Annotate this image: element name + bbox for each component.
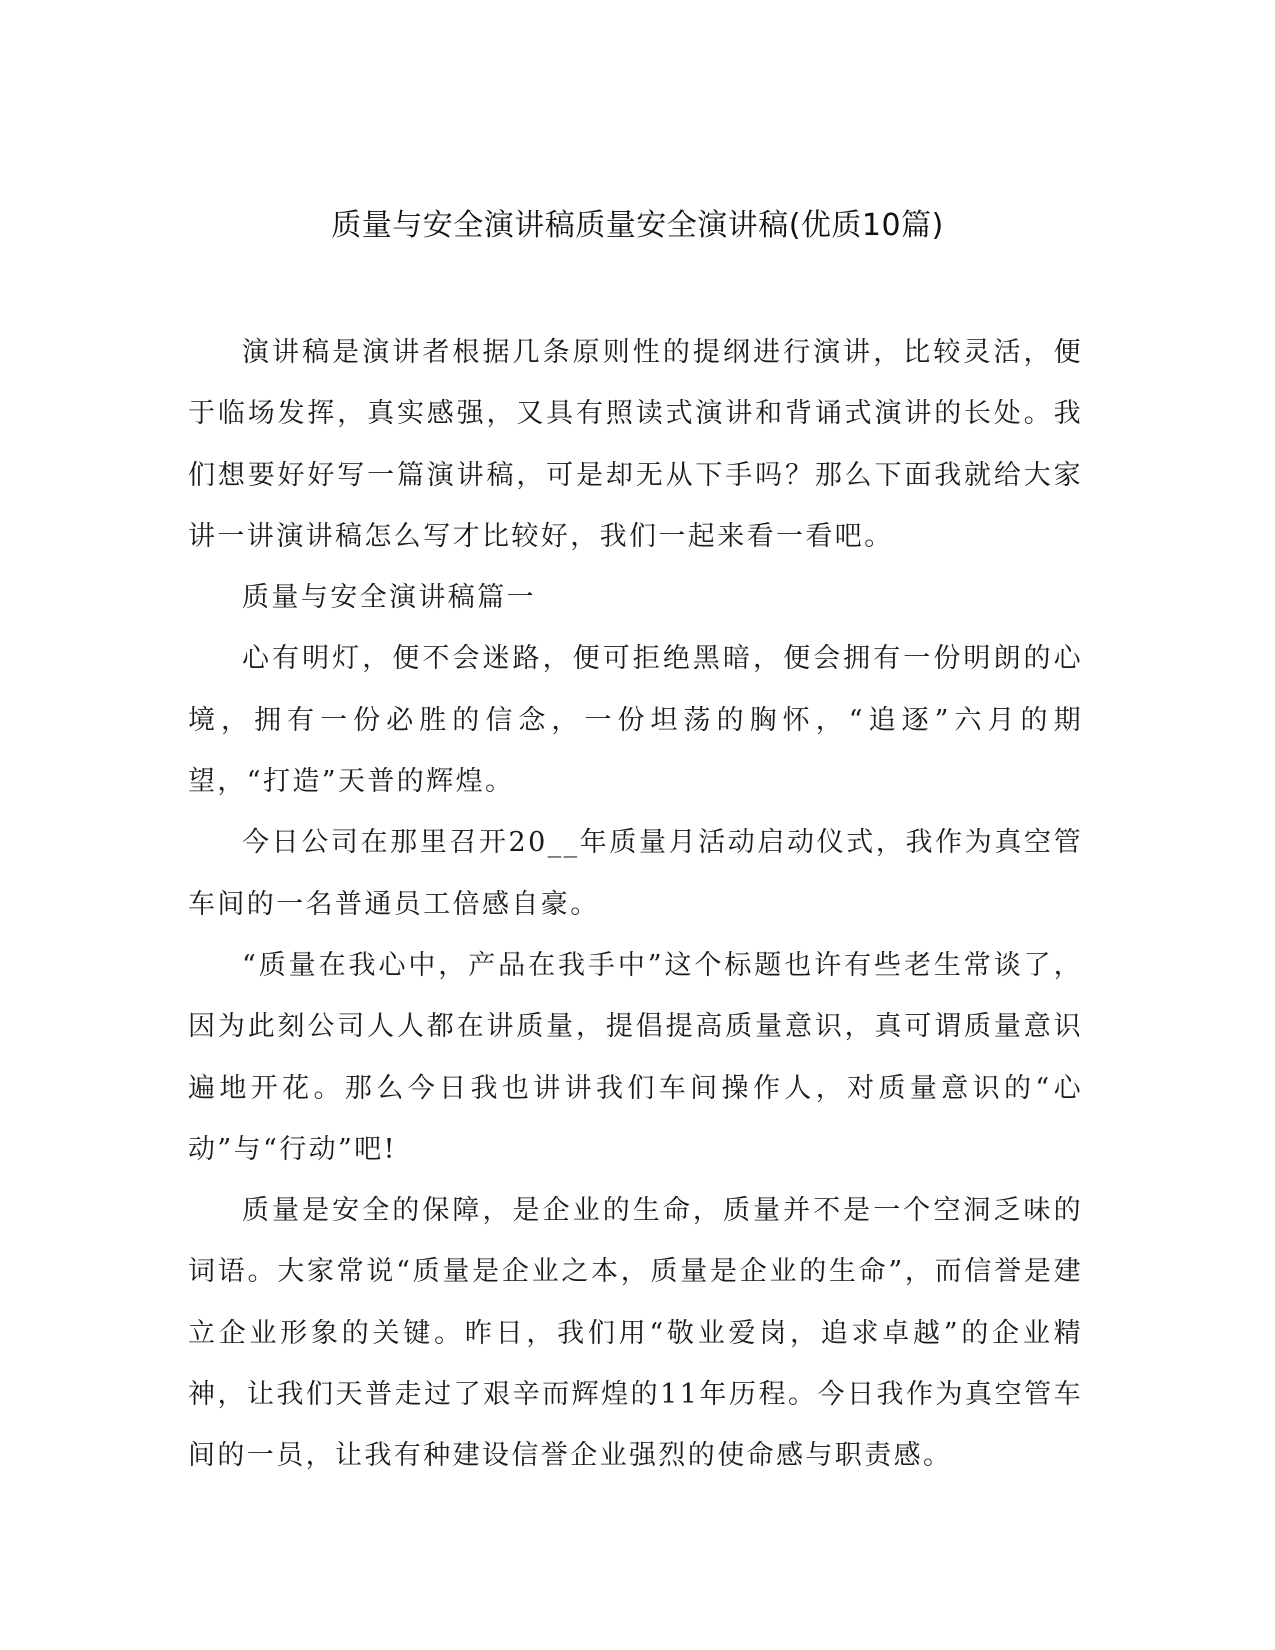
paragraph: 今日公司在那里召开20__年质量月活动启动仪式，我作为真空管车间的一名普通员工倍感自豪。 [188,827,1083,920]
document-body [188,322,1083,1487]
section-heading: 质量与安全演讲稿篇一 [242,582,536,614]
paragraph-intro: 演讲稿是演讲者根据几条原则性的提纲进行演讲，比较灵活，便于临场发挥，真实感强，又具有照读式演讲和背诵式演讲的长处。我们想要好好写一篇演讲稿，可是却无从下手吗？那么下面我就给大家讲一讲演讲稿怎么写才比较好，我们一起来看一看吧。 [188,337,1083,552]
paragraph: “质量在我心中，产品在我手中”这个标题也许有些老生常谈了，因为此刻公司人人都在讲质量，提倡提高质量意识，真可谓质量意识遍地开花。那么今日我也讲讲我们车间操作人，对质量意识的“心动”与“行动”吧! [188,949,1083,1165]
paragraph: 心有明灯，便不会迷路，便可拒绝黑暗，便会拥有一份明朗的心境，拥有一份必胜的信念，一份坦荡的胸怀，“追逐”六月的期望，“打造”天普的辉煌。 [188,643,1083,798]
document-title: 质量与安全演讲稿质量安全演讲稿(优质10篇) [331,208,944,243]
paragraph: 质量是安全的保障，是企业的生命，质量并不是一个空洞乏味的词语。大家常说“质量是企业之本，质量是企业的生命”，而信誉是建立企业形象的关键。昨日，我们用“敬业爱岗，追求卓越”的企业精神，让我们天普走过了艰辛而辉煌的11年历程。今日我作为真空管车间的一员，让我有种建设信誉企业强烈的使命感与职责感。 [188,1195,1083,1472]
